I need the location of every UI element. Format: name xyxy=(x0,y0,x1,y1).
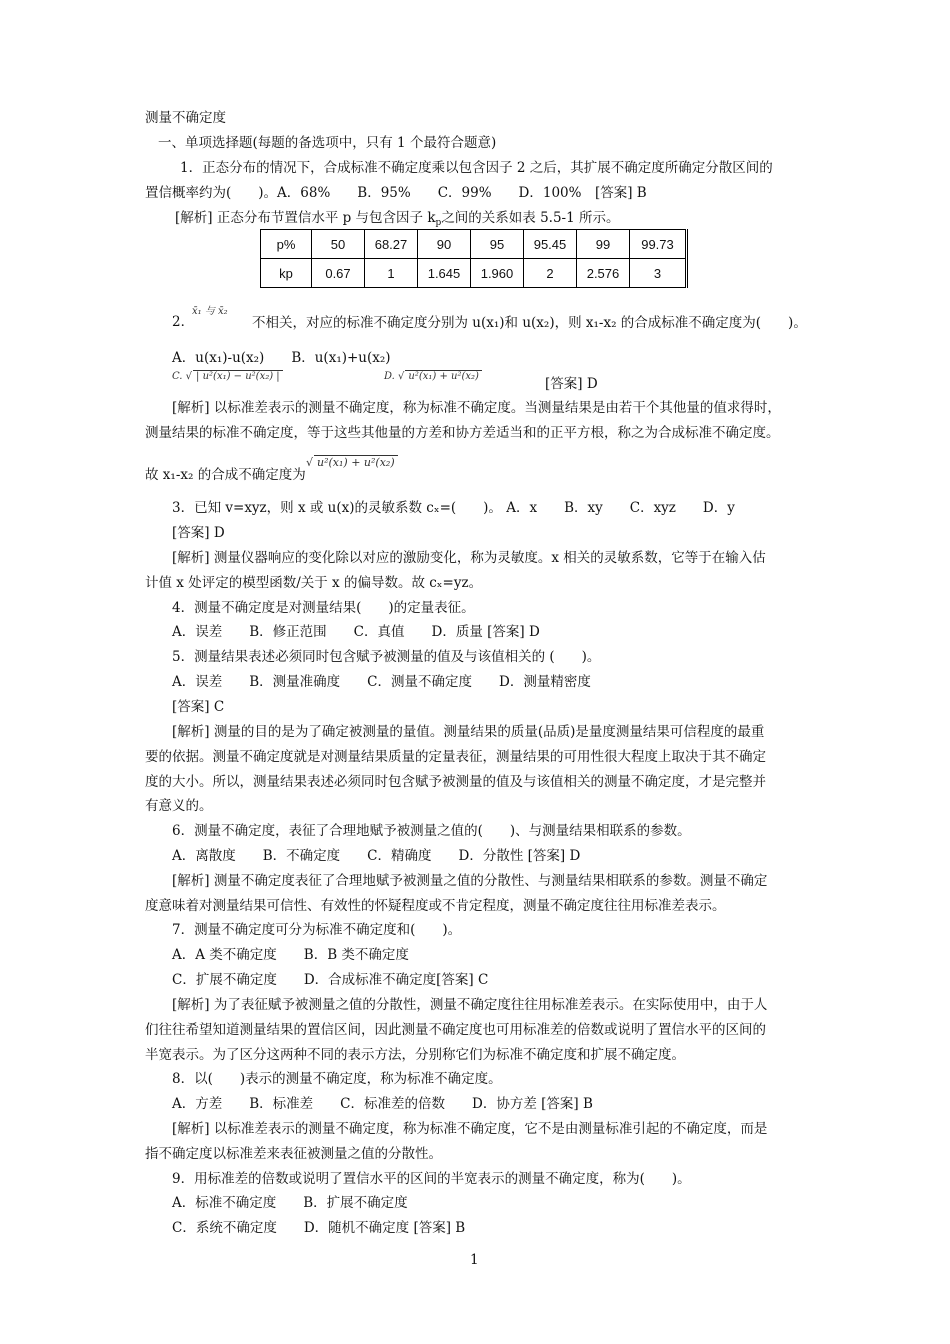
q5-stem: 5．测量结果表述必须同时包含赋予被测量的值及与该值相关的 ( )。 xyxy=(172,649,601,665)
table-cell: 90 xyxy=(418,230,471,259)
sqrt-formula: u²(x₁) + u²(x₂) xyxy=(314,455,398,469)
q2-opt-c-formula: | u²(x₁) − u²(x₂) | xyxy=(193,370,283,382)
q5-answer: [答案] C xyxy=(172,699,225,715)
table-cell: 2 xyxy=(524,259,577,288)
table-cell: p% xyxy=(261,230,312,259)
q3-analysis1: [解析] 测量仪器响应的变化除以对应的激励变化，称为灵敏度。x 相关的灵敏系数，它等于在输入估 xyxy=(172,550,766,566)
q5-analysis1: [解析] 测量的目的是为了确定被测量的量值。测量结果的质量(品质)是量度测量结果可信程度的最重 xyxy=(172,724,765,740)
q2-option-d: D. √ u²(x₁) + u²(x₂) xyxy=(384,370,482,382)
table-row xyxy=(261,230,687,259)
table-cell: 0.67 xyxy=(312,259,365,288)
table-cell: 99.73 xyxy=(630,230,687,259)
q2-analysis3: 故 x₁-x₂ 的合成不确定度为 xyxy=(145,467,306,483)
q8-analysis1: [解析] 以标准差表示的测量不确定度，称为标准不确定度，它不是由测量标准引起的不确定度，而是 xyxy=(172,1121,768,1137)
q2-opt-d-label: D. xyxy=(384,371,395,382)
table-cell: kp xyxy=(261,259,312,288)
q9-stem: 9．用标准差的倍数或说明了置信水平的区间的半宽表示的测量不确定度，称为( )。 xyxy=(172,1171,691,1187)
q3-answer: [答案] D xyxy=(172,525,225,541)
q2-opt-c-label: C. xyxy=(172,371,183,382)
q1-line2: 置信概率约为( )。A．68% B．95% C．99% D．100% [答案] B xyxy=(145,185,647,201)
q2-vars-image: x̄₁ 与 x̄₂ xyxy=(192,306,228,317)
q2-opt-d-formula: u²(x₁) + u²(x₂) xyxy=(405,370,482,382)
q6-analysis1: [解析] 测量不确定度表征了合理地赋予被测量之值的分散性、与测量结果相联系的参数。测量不确定 xyxy=(172,873,768,889)
q2-options: A．u(x₁)-u(x₂) B．u(x₁)+u(x₂) xyxy=(172,350,391,366)
q7-analysis3: 半宽表示。为了区分这两种不同的表示方法，分别称它们为标准不确定度和扩展不确定度。 xyxy=(145,1047,685,1063)
q1-analysis-pre: [解析] 正态分布节置信水平 p 与包含因子 k xyxy=(175,210,436,226)
section-heading: 一、单项选择题(每题的备选项中，只有 1 个最符合题意) xyxy=(158,135,497,151)
doc-title: 测量不确定度 xyxy=(145,110,226,126)
q9-options1: A．标准不确定度 B．扩展不确定度 xyxy=(172,1195,408,1211)
q8-stem: 8．以( )表示的测量不确定度，称为标准不确定度。 xyxy=(172,1071,502,1087)
table-cell: 50 xyxy=(312,230,365,259)
q5-analysis4: 有意义的。 xyxy=(145,798,213,814)
q9-options2: C．系统不确定度 D．随机不确定度 [答案] B xyxy=(172,1220,466,1236)
table-cell: 68.27 xyxy=(365,230,418,259)
q1-line1: 1．正态分布的情况下，合成标准不确定度乘以包含因子 2 之后，其扩展不确定度所确定分散区间的 xyxy=(180,160,773,176)
q2-number: 2． xyxy=(172,314,195,330)
confidence-table xyxy=(260,229,688,288)
q2-analysis1: [解析] 以标准差表示的测量不确定度，称为标准不确定度。当测量结果是由若干个其他量的值求得时， xyxy=(172,400,781,416)
table-cell: 95.45 xyxy=(524,230,577,259)
q6-analysis2: 度意味着对测量结果可信性、有效性的怀疑程度或不肯定程度，测量不确定度往往用标准差表示。 xyxy=(145,898,726,914)
q1-analysis-sub: p xyxy=(435,218,442,228)
q7-analysis1: [解析] 为了表征赋予被测量之值的分散性，测量不确定度往往用标准差表示。在实际使用中，由于人 xyxy=(172,997,768,1013)
q2-option-c: C. √ | u²(x₁) − u²(x₂) | xyxy=(172,370,283,382)
q1-analysis xyxy=(175,209,620,227)
table-cell: 1 xyxy=(365,259,418,288)
q3-stem: 3．已知 v=xyz，则 x 或 u(x)的灵敏系数 cₓ=( )。 A．x B．xy C．xyz D．y xyxy=(172,500,735,516)
q7-options1: A．A 类不确定度 B．B 类不确定度 xyxy=(172,947,409,963)
q7-options2: C．扩展不确定度 D．合成标准不确定度[答案] C xyxy=(172,972,489,988)
q4-stem: 4．测量不确定度是对测量结果( )的定量表征。 xyxy=(172,600,475,616)
q2-stem: 不相关，对应的标准不确定度分别为 u(x₁)和 u(x₂)，则 x₁-x₂ 的合成标准不确定度为( )。 xyxy=(252,315,807,331)
q6-stem: 6．测量不确定度，表征了合理地赋予被测量之值的( )、与测量结果相联系的参数。 xyxy=(172,823,691,839)
q5-options: A．误差 B．测量准确度 C．测量不确定度 D．测量精密度 xyxy=(172,674,591,690)
q8-analysis2: 指不确定度以标准差来表征被测量之值的分散性。 xyxy=(145,1146,442,1162)
q4-options: A．误差 B．修正范围 C．真值 D．质量 [答案] D xyxy=(172,624,540,640)
q2-answer: [答案] D xyxy=(545,376,598,392)
q5-analysis2: 要的依据。测量不确定度就是对测量结果质量的定量表征，测量结果的可用性很大程度上取决于其不确定 xyxy=(145,749,766,765)
q3-analysis2: 计值 x 处评定的模型函数/关于 x 的偏导数。故 cₓ=yz。 xyxy=(145,575,483,591)
q2-analysis2: 测量结果的标准不确定度，等于这些其他量的方差和协方差适当和的正平方根，称之为合成标准不确定度。 xyxy=(145,425,780,441)
q6-options: A．离散度 B．不确定度 C．精确度 D．分散性 [答案] D xyxy=(172,848,581,864)
table-cell: 1.960 xyxy=(471,259,524,288)
table-cell: 99 xyxy=(577,230,630,259)
table-cell: 95 xyxy=(471,230,524,259)
page-number: 1 xyxy=(470,1252,479,1268)
table-row xyxy=(261,259,687,288)
q8-options: A．方差 B．标准差 C．标准差的倍数 D．协方差 [答案] B xyxy=(172,1096,593,1112)
table-cell: 2.576 xyxy=(577,259,630,288)
q1-analysis-post: 之间的关系如表 5.5-1 所示。 xyxy=(441,210,620,226)
q7-stem: 7．测量不确定度可分为标准不确定度和( )。 xyxy=(172,922,462,938)
table-cell: 1.645 xyxy=(418,259,471,288)
q7-analysis2: 们往往希望知道测量结果的置信区间，因此测量不确定度也可用标准差的倍数或说明了置信水平的区间的 xyxy=(145,1022,766,1038)
q2-analysis-formula: √ u²(x₁) + u²(x₂) xyxy=(306,455,398,469)
table-cell: 3 xyxy=(630,259,687,288)
q5-analysis3: 度的大小。所以，测量结果表述必须同时包含赋予被测量的值及与该值相关的测量不确定度，才是完整并 xyxy=(145,774,766,790)
